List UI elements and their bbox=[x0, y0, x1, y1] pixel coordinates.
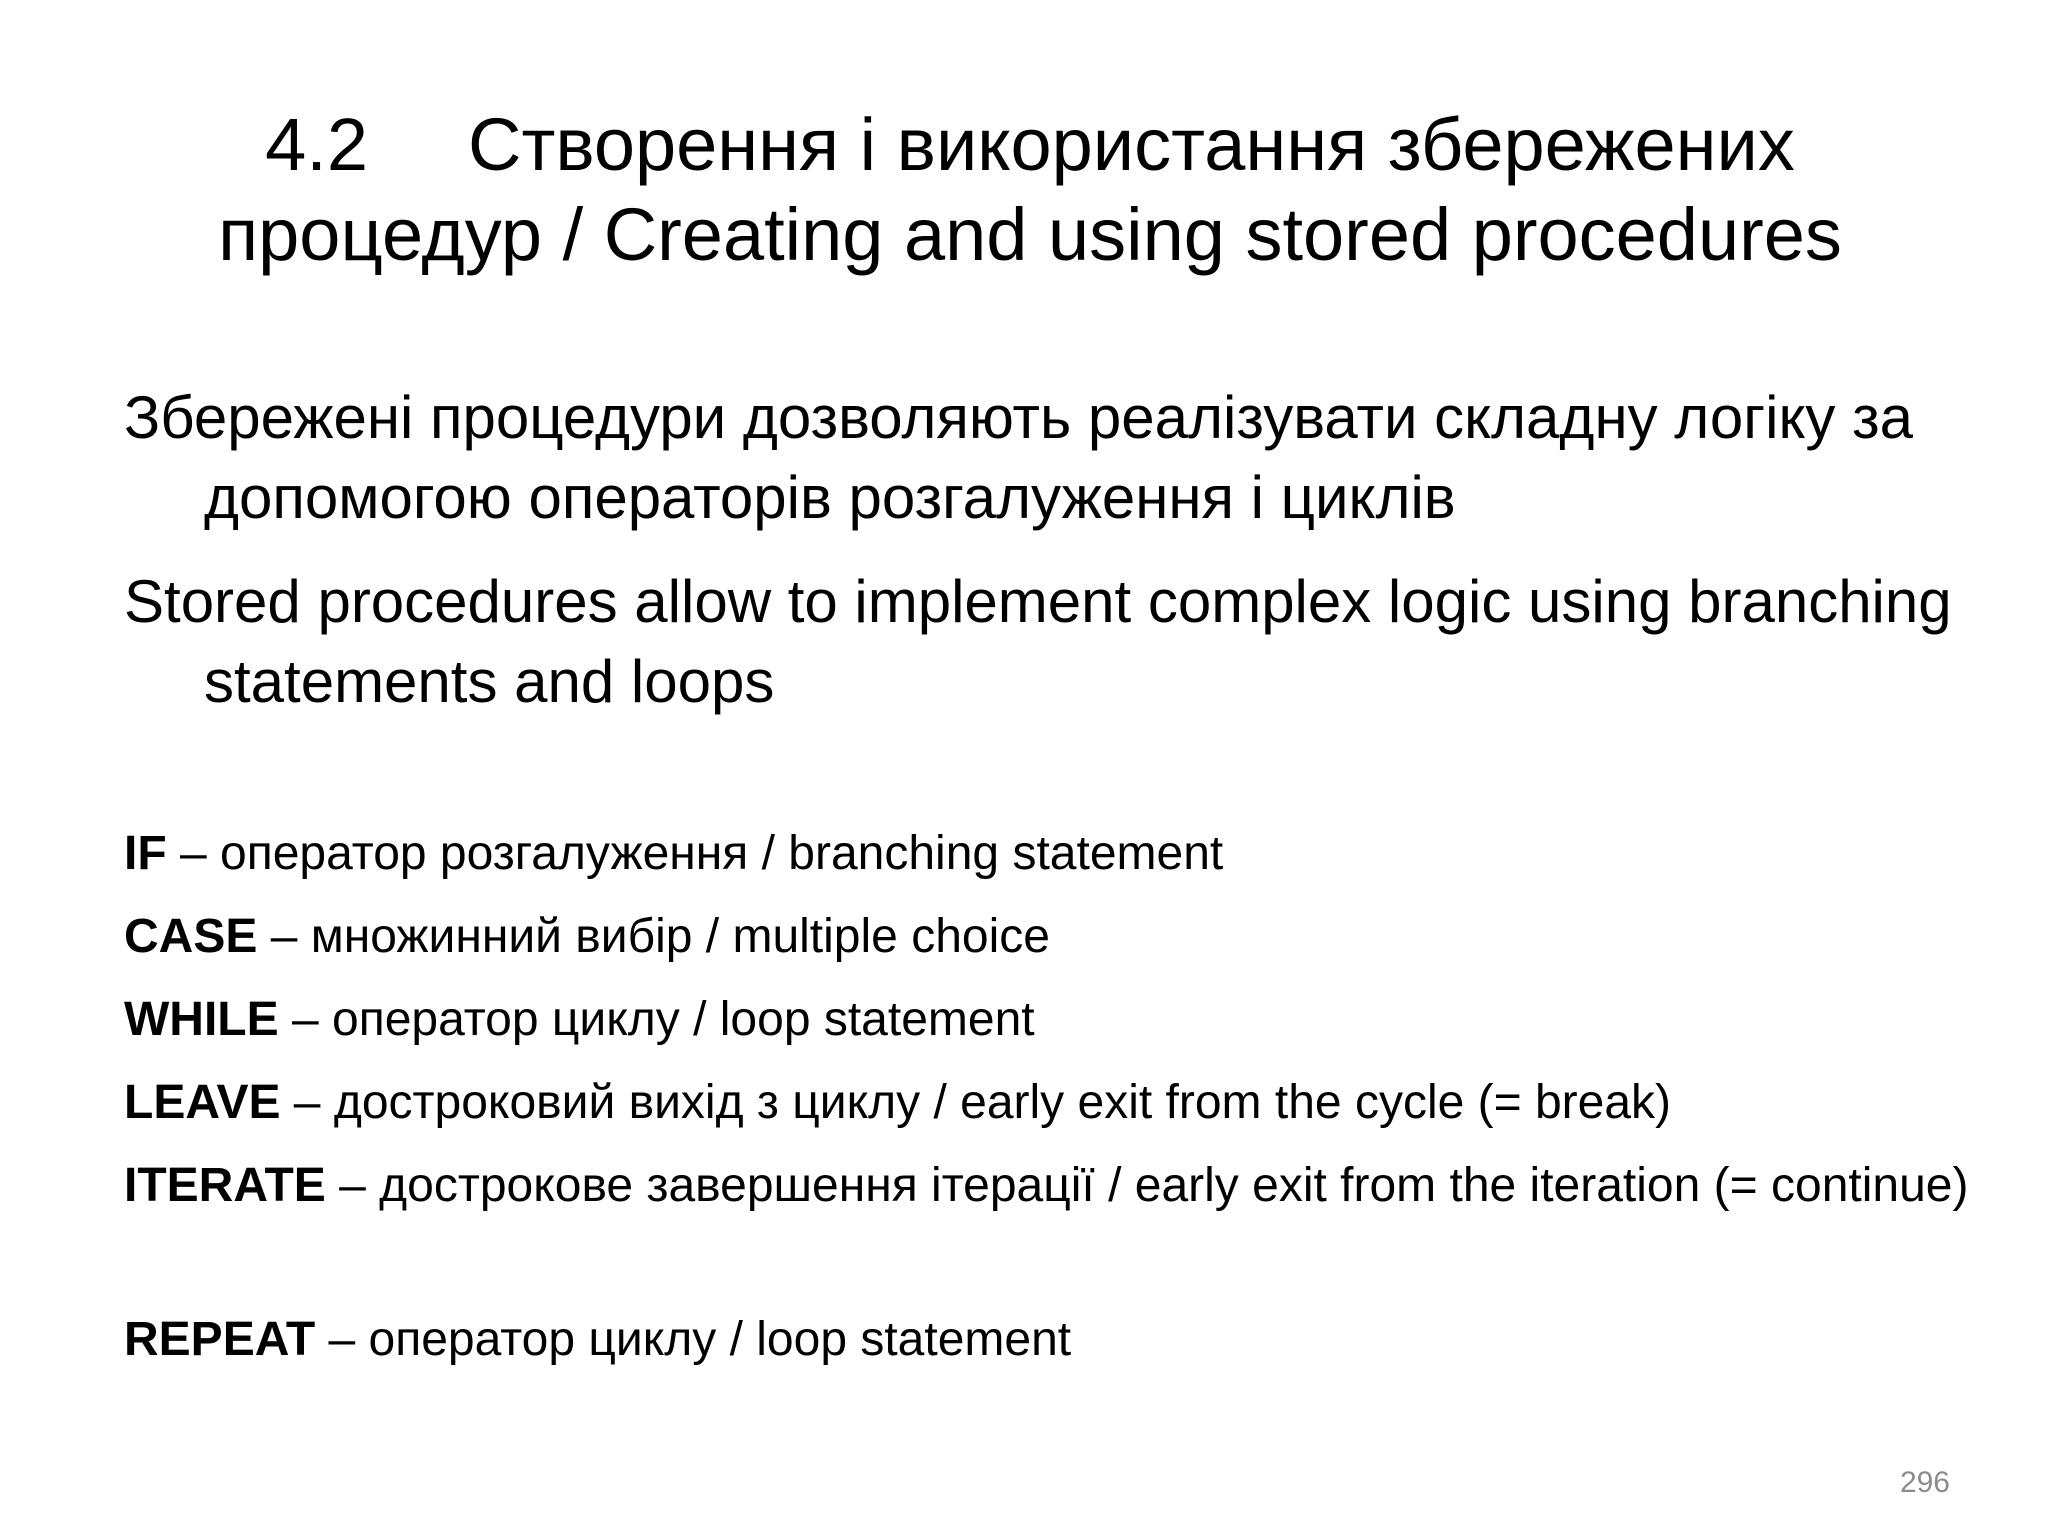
paragraph-ukrainian: Збережені процедури дозволяють реалізувати складну логіку за допомогою операторів розгалуження і циклів bbox=[124, 384, 1913, 531]
statement-item-iterate bbox=[124, 1154, 2044, 1218]
title-line-1: Створення і використання збережених bbox=[468, 103, 1795, 186]
statement-keyword: LEAVE bbox=[124, 1076, 281, 1129]
title-line-2: процедур / Creating and using stored procedures bbox=[218, 193, 1842, 276]
statement-description: – оператор циклу / loop statement bbox=[278, 993, 1035, 1046]
statement-item-while bbox=[124, 988, 2044, 1052]
statement-description: – достроковий вихід з циклу / early exit from the cycle (= break) bbox=[280, 1076, 1672, 1129]
statement-description: – дострокове завершення ітерації / early exit from the iteration (= continue) bbox=[325, 1159, 1969, 1212]
slide-title bbox=[150, 100, 1910, 280]
statement-item-if bbox=[124, 822, 2044, 886]
statement-keyword: REPEAT bbox=[124, 1313, 316, 1366]
statement-description: – оператор розгалуження / branching statement bbox=[166, 827, 1224, 880]
statement-keyword: ITERATE bbox=[124, 1159, 326, 1212]
statement-keyword: WHILE bbox=[124, 993, 279, 1046]
statement-keyword: IF bbox=[124, 827, 167, 880]
page-number: 296 bbox=[1899, 1466, 1950, 1499]
section-number: 4.2 bbox=[265, 103, 368, 186]
statement-description: – оператор циклу / loop statement bbox=[315, 1313, 1072, 1366]
statement-keyword: CASE bbox=[124, 910, 258, 963]
statement-item-repeat bbox=[124, 1308, 2044, 1372]
statement-description: – множинний вибір / multiple choice bbox=[257, 910, 1050, 963]
statement-item-leave bbox=[124, 1071, 2044, 1135]
statement-item-case bbox=[124, 905, 2044, 969]
paragraph-english: Stored procedures allow to implement complex logic using branching statements and loops bbox=[124, 568, 1952, 715]
